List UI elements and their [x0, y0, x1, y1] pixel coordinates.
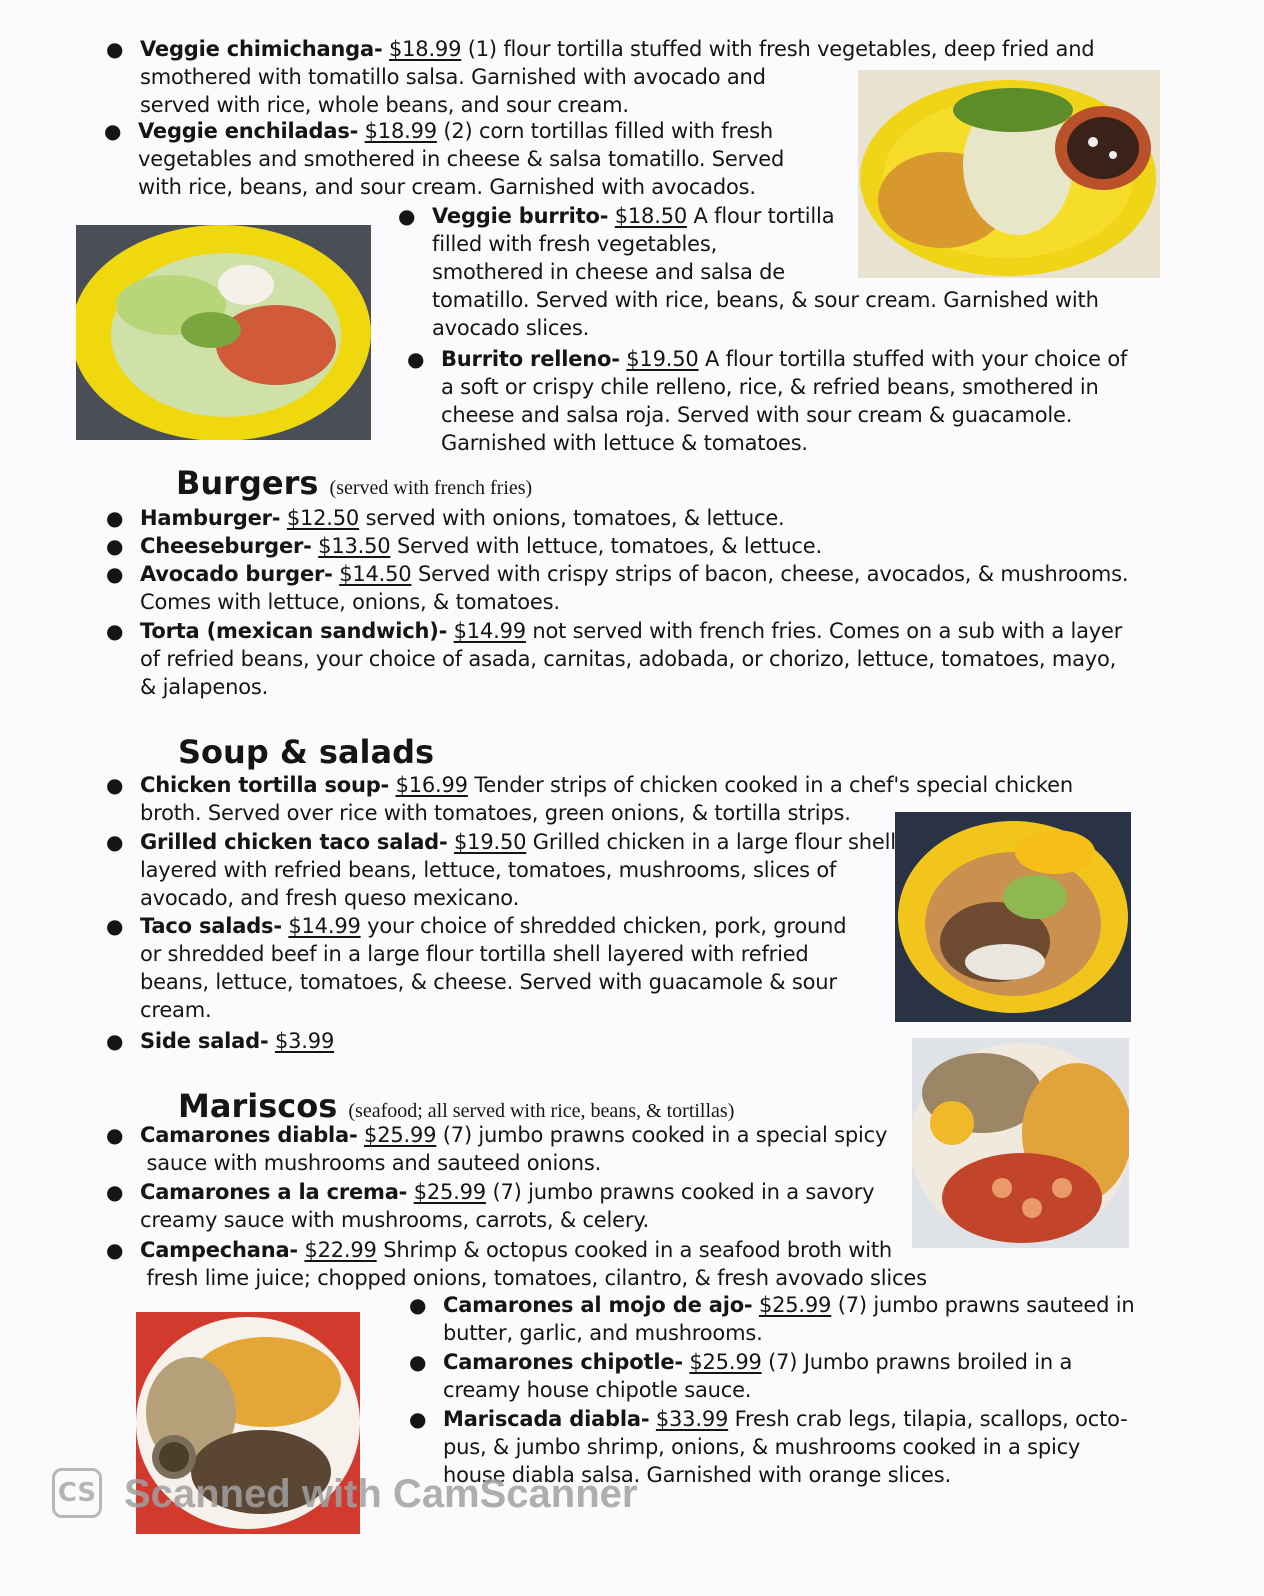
menu-item-avocado-burger: ● Avocado burger- $14.50 Served with crispy strips of bacon, cheese, avocados, & mushrooms. Comes with lettuce, onions, & tomatoes.: [106, 562, 1129, 614]
menu-item-mariscada-diabla: ● Mariscada diabla- $33.99 Fresh crab legs, tilapia, scallops, octo- pus, & jumbo shrimp, onions, & mushrooms cooked in a spicy house diabla salsa. Garnished with orange slices.: [409, 1407, 1128, 1487]
burrito-photo: [76, 225, 371, 440]
menu-item-chicken-tortilla-soup: ● Chicken tortilla soup- $16.99 Tender strips of chicken cooked in a chef's special chicken broth. Served over rice with tomatoes, green onions, & tortilla strips.: [106, 773, 1073, 825]
menu-item-campechana: ● Campechana- $22.99 Shrimp & octopus cooked in a seafood broth with fresh lime juice; chopped onions, tomatoes, cilantro, & fresh avovado slices: [106, 1238, 927, 1290]
menu-item-taco-salads: ● Taco salads- $14.99 your choice of shredded chicken, pork, ground or shredded beef in a large flour tortilla shell layered with refried beans, lettuce, tomatoes, & cheese. Served with guacamole & sour cream.: [106, 914, 847, 1022]
menu-item-grilled-chicken-taco-salad: ● Grilled chicken taco salad- $19.50 Grilled chicken in a large flour shell layered with refried beans, lettuce, tomatoes, mushrooms, slices of avocado, and fresh queso mexicano.: [106, 830, 896, 910]
taco-salad-photo: [895, 812, 1131, 1022]
camscanner-watermark: Scanned with CamScanner: [124, 1472, 638, 1516]
camscanner-logo-icon: CS: [52, 1468, 102, 1518]
menu-item-camarones-chipotle: ● Camarones chipotle- $25.99 (7) Jumbo prawns broiled in a creamy house chipotle sauce.: [409, 1350, 1073, 1402]
mariscos-heading: Mariscos (seafood; all served with rice, beans, & tortillas): [178, 1087, 735, 1125]
menu-item-torta: ● Torta (mexican sandwich)- $14.99 not served with french fries. Comes on a sub with a layer of refried beans, your choice of asada, carnitas, adobada, or chorizo, lettuce, tomatoes, mayo, & jalapenos.: [106, 619, 1123, 699]
menu-item-veggie-chimichanga: ● Veggie chimichanga- $18.99 (1) flour tortilla stuffed with fresh vegetables, deep fried and smothered with tomatillo salsa. Garnished with avocado and served with rice, whole beans, and sour cream.: [106, 37, 1095, 117]
menu-item-side-salad: ● Side salad- $3.99: [106, 1029, 335, 1053]
menu-item-camarones-a-la-crema: ● Camarones a la crema- $25.99 (7) jumbo prawns cooked in a savory creamy sauce with mushrooms, carrots, & celery.: [106, 1180, 875, 1232]
menu-item-burrito-relleno: ● Burrito relleno- $19.50 A flour tortilla stuffed with your choice of a soft or crispy chile relleno, rice, & refried beans, smothered in cheese and salsa roja. Served with sour cream & guacamole. Garnished with lettuce & tomatoes.: [407, 347, 1128, 455]
soup-salads-heading: Soup & salads: [178, 733, 435, 771]
shrimp-plate-photo: [912, 1038, 1129, 1248]
menu-item-veggie-enchiladas: ● Veggie enchiladas- $18.99 (2) corn tortillas filled with fresh vegetables and smothered in cheese & salsa tomatillo. Served with rice, beans, and sour cream. Garnished with avocados.: [104, 119, 785, 199]
menu-item-veggie-burrito: ● Veggie burrito- $18.50 A flour tortilla filled with fresh vegetables, smothered in cheese and salsa de tomatillo. Served with rice, beans, & sour cream. Garnished with avocado slices.: [398, 204, 1099, 340]
menu-item-hamburger: ● Hamburger- $12.50 served with onions, tomatoes, & lettuce.: [106, 506, 785, 530]
burgers-heading: Burgers (served with french fries): [176, 464, 533, 502]
menu-item-camarones-diabla: ● Camarones diabla- $25.99 (7) jumbo prawns cooked in a special spicy sauce with mushrooms and sauteed onions.: [106, 1123, 888, 1175]
menu-item-camarones-al-mojo-de-ajo: ● Camarones al mojo de ajo- $25.99 (7) jumbo prawns sauteed in butter, garlic, and mushrooms.: [409, 1293, 1135, 1345]
menu-item-cheeseburger: ● Cheeseburger- $13.50 Served with lettuce, tomatoes, & lettuce.: [106, 534, 822, 558]
